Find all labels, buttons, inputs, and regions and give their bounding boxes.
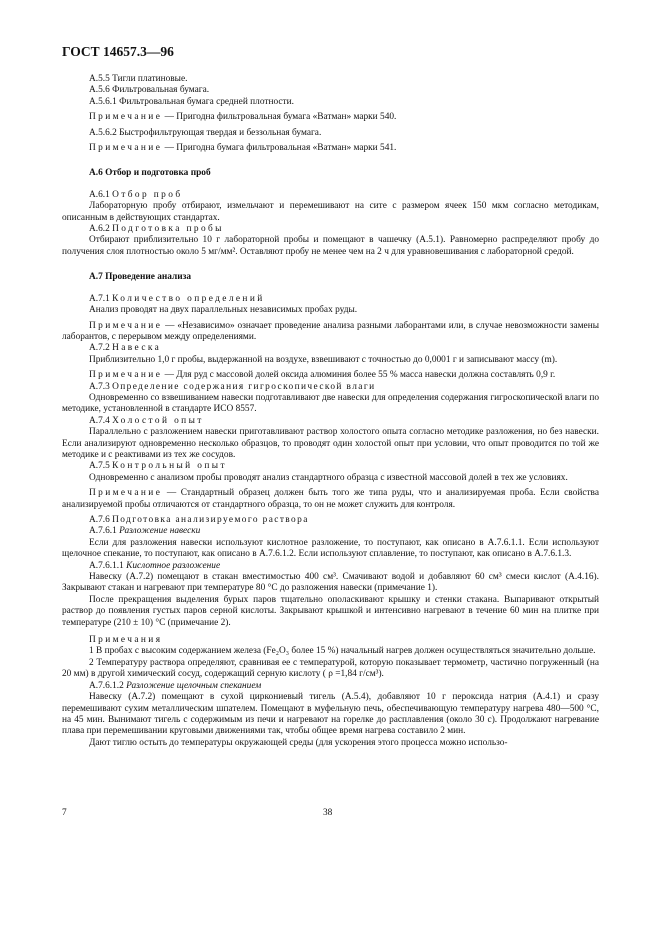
clause-a761-text: Если для разложения навески используют кислотное разложение, то поступают, как описано в А.7.6.1.1. Если используют щелочное спекание, то поступают, как описано в А.7.6.1.2. Если используют сплавление, то поступают, как описано в А.7.6.1.3. xyxy=(62,537,599,560)
note-text: — «Независимо» означает проведение анализа разными лаборантами или, в случае невозможности замены лаборантов, с перерывом между определениями. xyxy=(62,320,599,342)
page-number: 38 xyxy=(323,808,333,818)
clause-a61-text: Лабораторную пробу отбирают, измельчают и перемешивают на сите с размером ячеек 150 мкм согласно методикам, описанным в действующих стандартах. xyxy=(62,201,599,223)
clause-a7612-text2: Дают тиглю остыть до температуры окружающей среды (для ускорения этого процесса можно использо- xyxy=(89,737,508,748)
clause-a7611-text2: После прекращения выделения бурых паров тщательно ополаскивают крышку и стенки стакана. Выпаривают открытый раствор до появления густых паров серной кислоты. Закрывают крышкой и интенсивно нагревают в течение 60 мин на плитке при температуре (210 ± 10) °С (примечание 2). xyxy=(62,594,599,628)
note-text: — Пригодна фильтровальная бумага «Ватман» марки 540. xyxy=(164,112,397,123)
note-item-2: 2 Температуру раствора определяют, сравнивая ее с температурой, которую показывает термометр, частично погруженный (на 20 мм) в другой химический сосуд, содержащий серную кислоту ( ρ =1,84 г/см³). xyxy=(62,657,599,680)
standard-header: ГОСТ 14657.3—96 xyxy=(62,44,174,59)
section-a6-title: А.6 Отбор и подготовка проб xyxy=(89,168,211,179)
clause-a56: А.5.6 Фильтровальная бумага. xyxy=(89,85,210,96)
clause-a71-heading: А.7.1 Количество определений xyxy=(89,293,265,304)
note-label: Примечание xyxy=(89,370,163,381)
clause-a61-heading: А.6.1 Отбор проб xyxy=(89,189,183,200)
footer-number: 7 xyxy=(62,808,67,818)
clause-a75-text: Одновременно с анализом пробы проводят анализ стандартного образца с известной массовой долей в тех же условиях. xyxy=(89,472,568,483)
note-5 xyxy=(62,488,599,511)
clause-a74-heading: А.7.4 Холостой опыт xyxy=(89,415,204,426)
clause-a73-text: Одновременно со взвешиванием навески подготавливают две навески для определения содержания гигроскопической влаги по методике, установленной в стандарте ИСО 8557. xyxy=(62,392,599,415)
note-1 xyxy=(62,112,599,123)
note-text: — Стандартный образец должен быть того же типа руды, что и анализируемая проба. Если свойства анализируемой пробы отличаются от стандартного образца, то он не может служить для контроля. xyxy=(62,488,599,510)
note-item-1: 1 В пробах с высоким содержанием железа (Fe₂O₃ более 15 %) начальный нагрев должен осуществляться значительно дольше. xyxy=(89,646,596,657)
clause-a562: А.5.6.2 Быстрофильтрующая твердая и беззольная бумага. xyxy=(89,127,322,138)
notes-title: Примечания xyxy=(89,635,163,646)
clause-a72-text: Приблизительно 1,0 г пробы, выдержанной на воздухе, взвешивают с точностью до 0,0001 г и записывают массу (m). xyxy=(89,354,558,365)
clause-a55: А.5.5 Тигли платиновые. xyxy=(89,74,188,84)
clause-a75-heading: А.7.5 Контрольный опыт xyxy=(89,461,227,472)
clause-a7612-heading: А.7.6.1.2 Разложение щелочным спеканием xyxy=(89,680,262,691)
clause-a7612-text: Навеску (А.7.2) помещают в сухой циркониевый тигель (А.5.4), добавляют 10 г пероксида натрия (А.4.1) и сразу перемешивают сухим металлическим шпателем. Помещают в муфельную печь, обеспечивающую температуру нагрева 480—500 °С, на 45 мин. Вынимают тигель с содержимым из печи и нагревают на горелке до расплавления (около 30 с). Продолжают нагревание плава при перемешивании круговыми движениями так, чтобы общее время нагрева составило 2 мин. xyxy=(62,692,599,737)
clause-a7611-heading: А.7.6.1.1 Кислотное разложение xyxy=(89,560,221,571)
note-text: — Для руд с массовой долей оксида алюминия более 55 % масса навески должна составлять 0,9 г. xyxy=(164,370,556,381)
note-text: — Пригодна бумага фильтровальная «Ватман» марки 541. xyxy=(164,143,397,154)
clause-a62-heading: А.6.2 Подготовка пробы xyxy=(89,224,224,235)
clause-a71-text: Анализ проводят на двух параллельных независимых пробах руды. xyxy=(89,305,358,316)
note-3 xyxy=(62,321,599,344)
section-a7-title: А.7 Проведение анализа xyxy=(89,272,192,283)
note-label: Примечание xyxy=(89,112,163,123)
clause-a62-text: Отбирают приблизительно 10 г лабораторной пробы и помещают в чашечку (А.5.1). Равномерно распределяют пробу до получения слоя плотностью около 5 мг/мм². Оставляют пробу не менее чем на 2 ч для уравновешивания с лабораторной средой. xyxy=(62,235,599,257)
clause-a76-heading: А.7.6 Подготовка анализируемого раствора xyxy=(89,515,309,525)
clause-a74-text: Параллельно с разложением навески приготавливают раствор холостого опыта согласно методике разложения, но без навески. Если анализируют одновременно несколько образцов, то проводят один холостой опыт при условии, что опыт проводится по той же методике и с реактивами из тех же сосудов. xyxy=(62,427,599,460)
clause-a73-heading: А.7.3 Определение содержания гигроскопической влаги xyxy=(89,381,376,392)
note-2 xyxy=(62,143,599,154)
note-label: Примечание xyxy=(89,320,163,331)
clause-a561: А.5.6.1 Фильтровальная бумага средней плотности. xyxy=(89,96,294,107)
clause-a761-heading: А.7.6.1 Разложение навески xyxy=(89,526,201,537)
clause-a7611-text: Навеску (А.7.2) помещают в стакан вместимостью 400 см³. Смачивают водой и добавляют 60 см³ смеси кислот (А.4.16). Закрывают стакан и нагревают при температуре 80 °С до разложения навески (примечание 1). xyxy=(62,572,599,594)
clause-a72-heading: А.7.2 Навеска xyxy=(89,343,162,354)
note-4 xyxy=(62,370,599,381)
document-page xyxy=(62,44,599,749)
note-label: Примечание xyxy=(89,143,163,154)
note-label: Примечание xyxy=(89,488,163,499)
